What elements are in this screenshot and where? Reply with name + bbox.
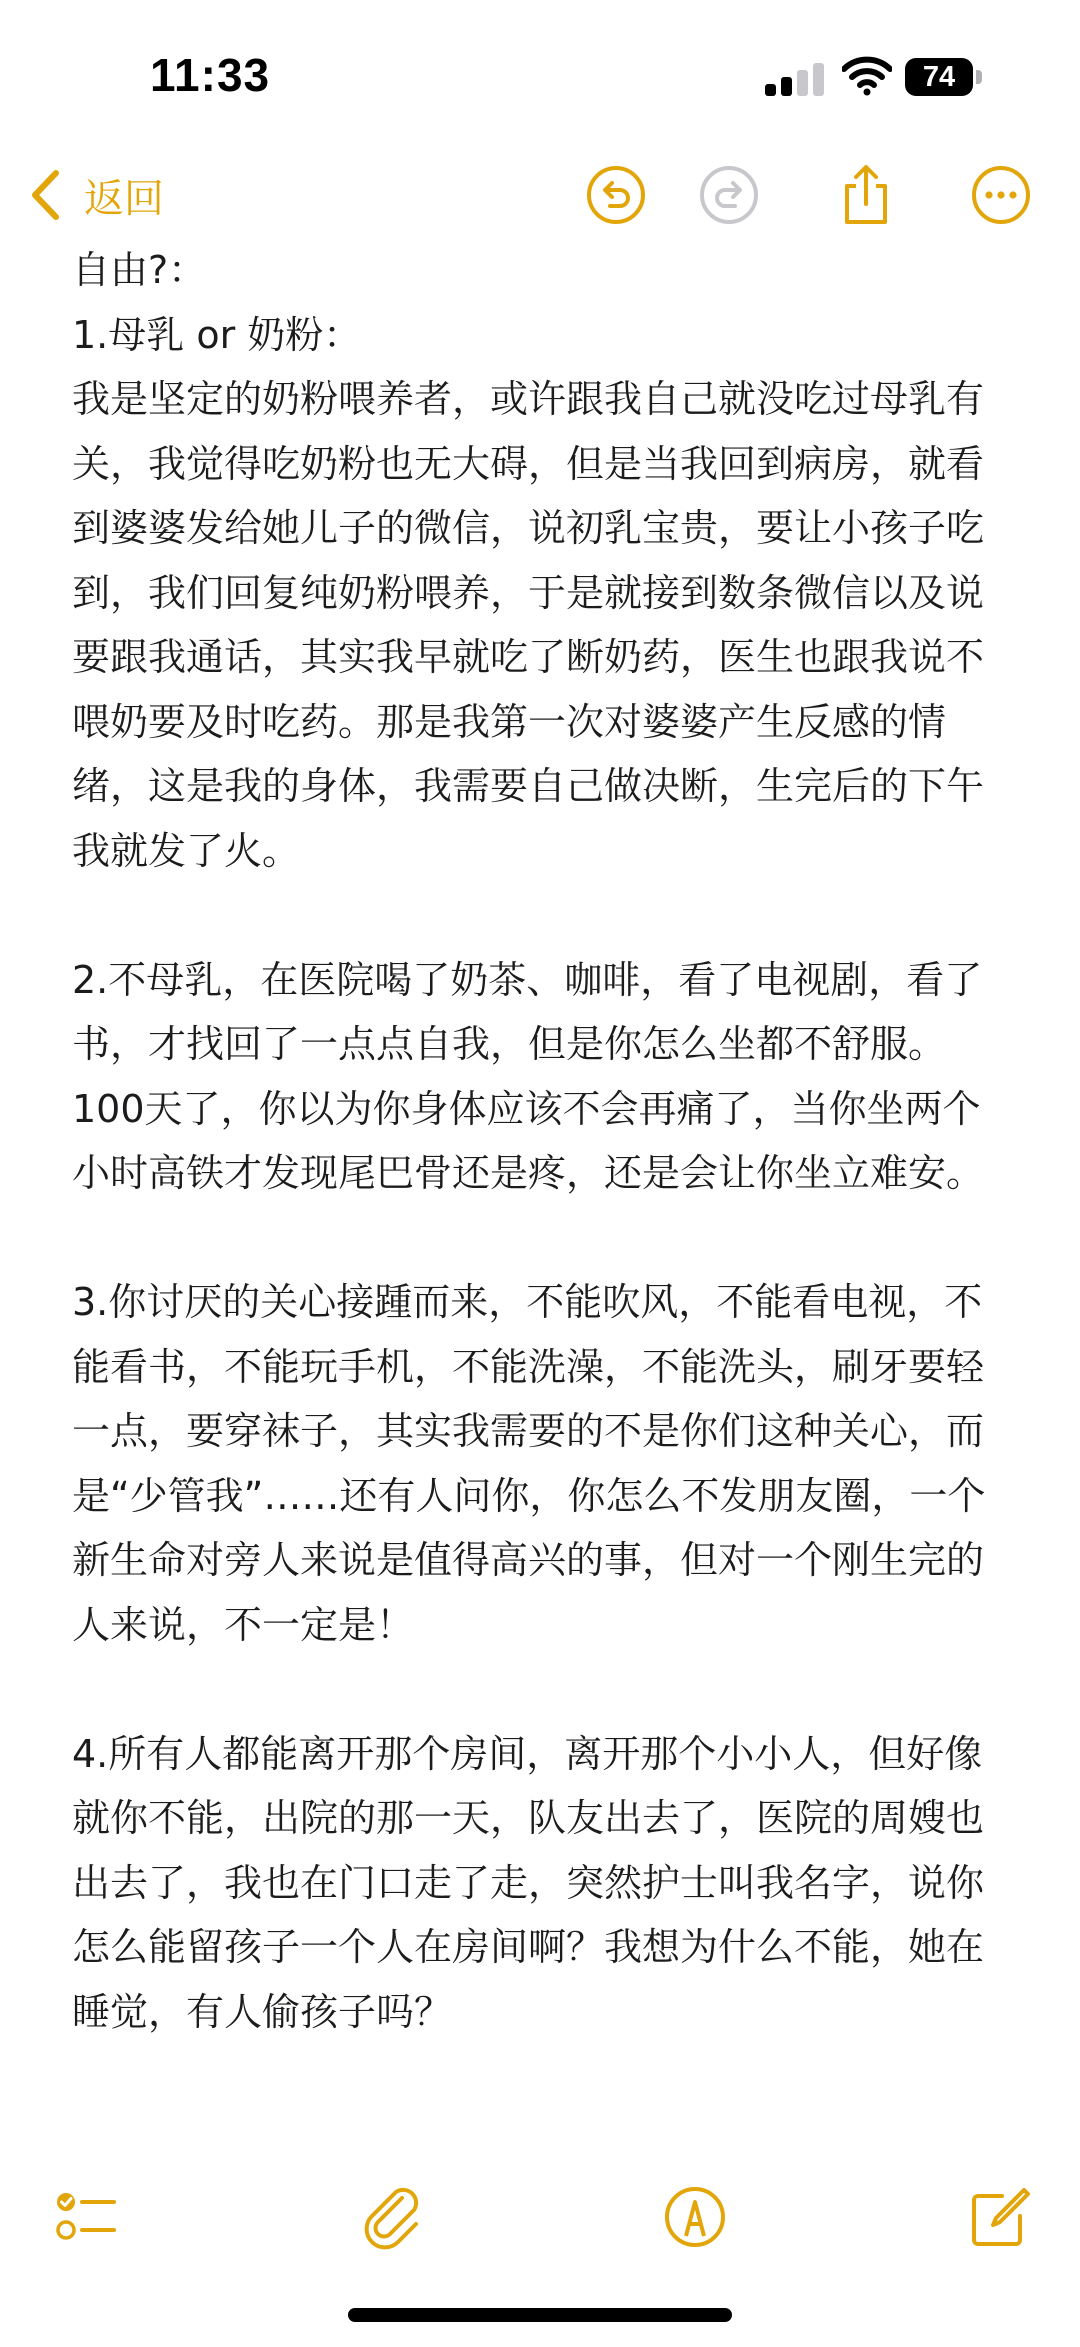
note-paragraph: 2.不母乳，在医院喝了奶茶、咖啡，看了电视剧，看了书，才找回了一点点自我，但是你怎么坐都不舒服。100天了，你以为你身体应该不会再痛了，当你坐两个小时高铁才发现尾巴骨还是疼，还是会让你坐立难安。 [72,957,985,1195]
chevron-left-icon [28,168,62,222]
nav-bar [0,150,1080,240]
wifi-icon [842,56,892,96]
markup-icon [662,2184,728,2250]
back-label: 返回 [84,175,164,222]
redo-icon [698,164,760,226]
redo-button[interactable] [698,164,760,226]
more-icon [970,164,1032,226]
checklist-button[interactable] [52,2184,118,2250]
note-paragraph: 我是坚定的奶粉喂养者，或许跟我自己就没吃过母乳有关，我觉得吃奶粉也无大碍，但是当我回到病房，就看到婆婆发给她儿子的微信，说初乳宝贵，要让小孩子吃到，我们回复纯奶粉喂养，于是就接到数条微信以及说要跟我通话，其实我早就吃了断奶药，医生也跟我说不喂奶要及时吃药。那是我第一次对婆婆产生反感的情绪，这是我的身体，我需要自己做决断，生完后的下午我就发了火。 [72,377,985,873]
back-button[interactable] [28,162,164,228]
attachment-icon [362,2184,428,2250]
status-time: 11:33 [150,49,271,101]
status-bar [0,0,1080,150]
attachment-button[interactable] [362,2184,428,2250]
cellular-signal-icon [765,62,825,96]
battery-icon [905,58,983,96]
share-button[interactable] [835,164,897,226]
note-paragraph: 4.所有人都能离开那个房间，离开那个小小人，但好像就你不能，出院的那一天，队友出去了，医院的周嫂也出去了，我也在门口走了走，突然护士叫我名字，说你怎么能留孩子一个人在房间啊？我想为什么不能，她在睡觉，有人偷孩子吗？ [72,1731,985,2034]
compose-icon [966,2184,1032,2250]
note-line-subheading: 1.母乳 or 奶粉： [72,312,362,357]
markup-button[interactable] [662,2184,728,2250]
compose-button[interactable] [966,2184,1032,2250]
undo-icon [585,164,647,226]
battery-cap [976,70,982,84]
undo-button[interactable] [585,164,647,226]
share-icon [835,164,897,226]
note-line-heading: 自由?： [72,248,207,292]
home-indicator[interactable] [348,2308,732,2322]
more-button[interactable] [970,164,1032,226]
checklist-icon [52,2184,118,2250]
battery-level: 74 [905,58,973,96]
note-body[interactable] [72,238,1012,2044]
note-paragraph: 3.你讨厌的关心接踵而来，不能吹风，不能看电视，不能看书，不能玩手机，不能洗澡，不能洗头，刷牙要轻一点，要穿袜子，其实我需要的不是你们这种关心，而是“少管我”……还有人问你，你怎么不发朋友圈，一个新生命对旁人来说是值得高兴的事，但对一个刚生完的人来说，不一定是！ [72,1280,986,1647]
bottom-toolbar [0,2170,1080,2270]
